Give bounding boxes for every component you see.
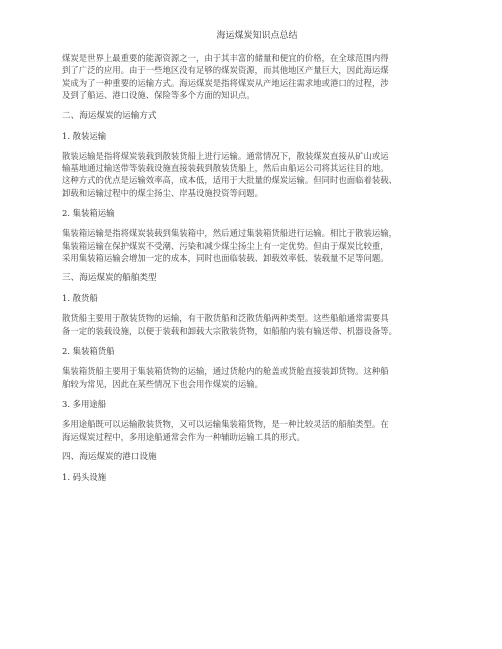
- text-line: 这种方式的优点是运输效率高，成本低，适用于大批量的煤炭运输。但同时也面临着装载、: [62, 175, 397, 186]
- text-line: 舶较为常见，因此在某些情况下也会用作煤炭的运输。: [62, 378, 263, 389]
- bulk-transport-paragraph: [62, 150, 452, 200]
- text-line: 集装箱运输在保护煤炭不受潮、污染和减少煤尘扬尘上有一定优势。但由于煤炭比较重，: [62, 240, 389, 251]
- text-line: 卸载和运输过程中的煤尘扬尘、岸基设施投资等问题。: [62, 187, 263, 198]
- text-line: 多用途船既可以运输散装货物，又可以运输集装箱货物，是一种比较灵活的船舶类型。在: [62, 419, 389, 430]
- text-line: 采用集装箱运输会增加一定的成本，同时也面临装载、卸载效率低、装载量不足等问题。: [62, 253, 389, 264]
- container-ship-paragraph: [62, 365, 452, 390]
- subsection-heading: 2. 集装箱运输: [62, 208, 115, 219]
- subsection-heading: 2. 集装箱货船: [62, 346, 115, 357]
- bulk-carrier-paragraph: [62, 312, 452, 337]
- text-line: 煤炭是世界上最重要的能源资源之一，由于其丰富的储量和便宜的价格，在全球范围内得: [62, 53, 389, 63]
- intro-paragraph: [62, 52, 452, 102]
- text-line: 集装箱货船主要用于集装箱货物的运输，通过货舱内的舱盖或货舱直接装卸货物。这种船: [62, 366, 389, 377]
- section-heading: 四、海运煤炭的港口设施: [62, 451, 157, 462]
- text-line: 及到了船运、港口设施、保险等多个方面的知识点。: [62, 90, 255, 101]
- text-line: 输基地通过输送带等装载设施直接装载到散装货船上，然后由船运公司将其运往目的地。: [62, 163, 389, 174]
- document-title: 海运煤炭知识点总结: [216, 31, 298, 41]
- text-line: 备一定的装载设施，以便于装载和卸载大宗散装货物，如船舶内装有输送带、机器设备等。: [62, 325, 397, 336]
- text-line: 到了广泛的应用。由于一些地区没有足够的煤炭资源，而其他地区产量巨大，因此海运煤: [62, 65, 389, 76]
- document-page: [62, 30, 452, 491]
- section-heading: 三、海运煤炭的船舶类型: [62, 273, 157, 284]
- subsection-heading: 1. 散装运输: [62, 130, 107, 141]
- subsection-heading: 3. 多用途船: [62, 399, 107, 410]
- text-line: 散装运输是指将煤炭装载到散装货船上进行运输。通常情况下，散装煤炭直接从矿山或运: [62, 150, 389, 161]
- subsection-heading: 1. 散货船: [62, 293, 98, 304]
- container-transport-paragraph: [62, 227, 452, 264]
- text-line: 炭成为了一种重要的运输方式。海运煤炭是指将煤炭从产地运往需求地或港口的过程，涉: [62, 77, 389, 88]
- text-line: 散货船主要用于散装货物的运输，有干散货船和泛散货船两种类型。这些船舶通常需要具: [62, 313, 389, 324]
- multipurpose-ship-paragraph: [62, 418, 452, 443]
- subsection-heading: 1. 码头设施: [62, 471, 107, 482]
- section-heading: 二、海运煤炭的运输方式: [62, 110, 157, 121]
- text-line: 集装箱运输是指将煤炭装载到集装箱中，然后通过集装箱货船进行运输。相比于散装运输，: [62, 228, 397, 239]
- text-line: 海运煤炭过程中，多用途船通常会作为一种辅助运输工具的形式。: [62, 431, 305, 442]
